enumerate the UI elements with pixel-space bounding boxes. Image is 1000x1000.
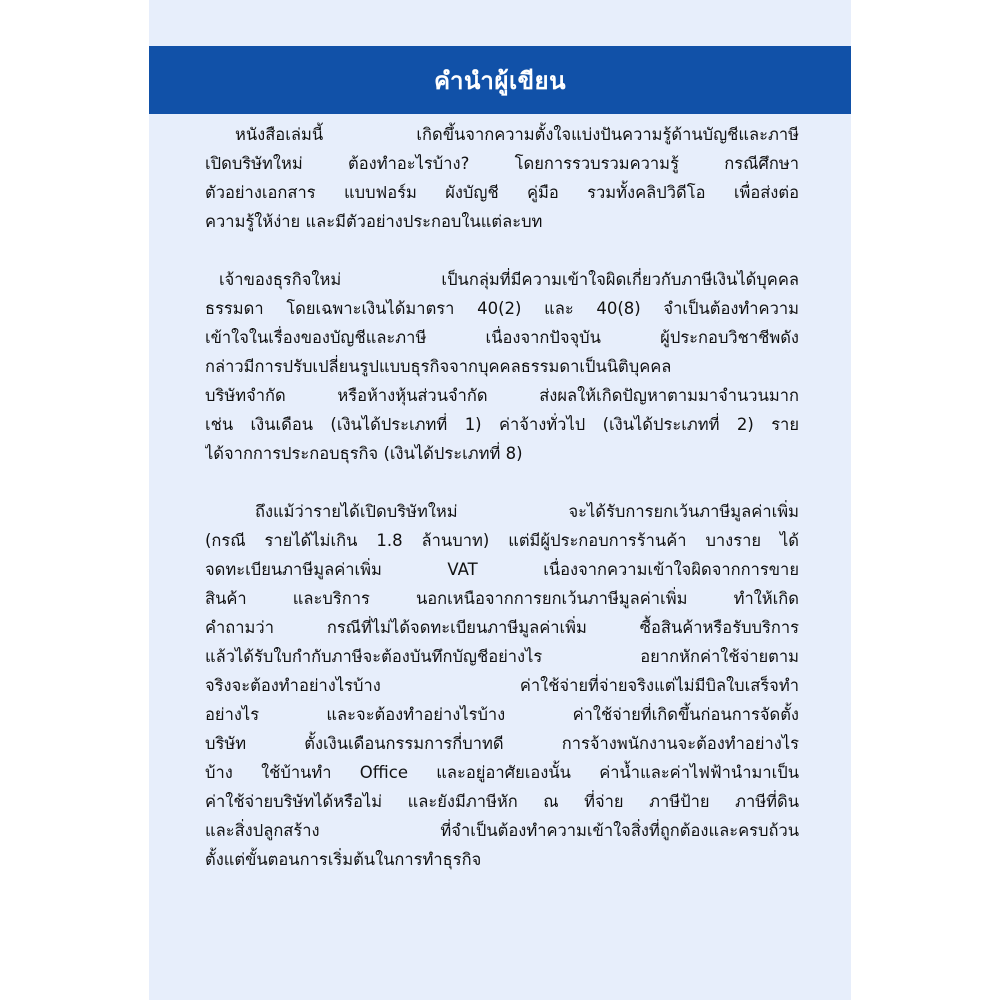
paragraph-line: จริงจะต้องทำอย่างไรบ้าง ค่าใช้จ่ายที่จ่ายจริงแต่ไม่มีบิลใบเสร็จทำ	[205, 676, 799, 695]
paragraph-line: ตั้งแต่ขั้นตอนการเริ่มต้นในการทำธุรกิจ	[205, 850, 482, 869]
paragraph-2	[205, 265, 799, 468]
title-banner	[149, 46, 851, 114]
paragraph-line: สินค้า และบริการ นอกเหนือจากการยกเว้นภาษีมูลค่าเพิ่ม ทำให้เกิด	[205, 589, 799, 608]
paragraph-line: ตัวอย่างเอกสาร แบบฟอร์ม ผังบัญชี คู่มือ รวมทั้งคลิปวิดีโอ เพื่อส่งต่อ	[205, 183, 799, 202]
paragraph-line: กล่าวมีการปรับเปลี่ยนรูปแบบธุรกิจจากบุคคลธรรมดาเป็นนิติบุคคล	[205, 357, 672, 376]
paragraph-line: คำถามว่า กรณีที่ไม่ได้จดทะเบียนภาษีมูลค่าเพิ่ม ซื้อสินค้าหรือรับบริการ	[205, 618, 799, 637]
paragraph-line: ได้จากการประกอบธุรกิจ (เงินได้ประเภทที่ 8)	[205, 444, 523, 463]
paragraph-1	[205, 120, 799, 236]
document-body	[205, 120, 799, 874]
paragraph-spacer	[205, 468, 799, 497]
paragraph-3	[205, 497, 799, 874]
paragraph-spacer	[205, 236, 799, 265]
document-page	[149, 0, 851, 1000]
paragraph-line: และสิ่งปลูกสร้าง ที่จำเป็นต้องทำความเข้าใจสิ่งที่ถูกต้องและครบถ้วน	[205, 821, 799, 840]
paragraph-line: ความรู้ให้ง่าย และมีตัวอย่างประกอบในแต่ละบท	[205, 212, 543, 231]
paragraph-line: ถึงแม้ว่ารายได้เปิดบริษัทใหม่ จะได้รับการยกเว้นภาษีมูลค่าเพิ่ม	[255, 502, 799, 521]
paragraph-line: หนังสือเล่มนี้ เกิดขึ้นจากความตั้งใจแบ่งปันความรู้ด้านบัญชีและภาษี	[235, 125, 799, 144]
paragraph-line: เปิดบริษัทใหม่ ต้องทำอะไรบ้าง? โดยการรวบรวมความรู้ กรณีศึกษา	[205, 154, 799, 173]
paragraph-line: เจ้าของธุรกิจใหม่ เป็นกลุ่มที่มีความเข้าใจผิดเกี่ยวกับภาษีเงินได้บุคคล	[219, 270, 799, 289]
paragraph-line: ค่าใช้จ่ายบริษัทได้หรือไม่ และยังมีภาษีหัก ณ ที่จ่าย ภาษีป้าย ภาษีที่ดิน	[205, 792, 799, 811]
paragraph-line: ธรรมดา โดยเฉพาะเงินได้มาตรา 40(2) และ 40(8) จำเป็นต้องทำความ	[205, 299, 799, 318]
paragraph-line: จดทะเบียนภาษีมูลค่าเพิ่ม VAT เนื่องจากความเข้าใจผิดจากการขาย	[205, 560, 799, 579]
paragraph-line: (กรณี รายได้ไม่เกิน 1.8 ล้านบาท) แต่มีผู้ประกอบการร้านค้า บางราย ได้	[205, 531, 799, 550]
paragraph-line: เข้าใจในเรื่องของบัญชีและภาษี เนื่องจากปัจจุบัน ผู้ประกอบวิชาชีพดัง	[205, 328, 799, 347]
paragraph-line: บริษัท ตั้งเงินเดือนกรรมการกี่บาทดี การจ้างพนักงานจะต้องทำอย่างไร	[205, 734, 799, 753]
paragraph-line: อย่างไร และจะต้องทำอย่างไรบ้าง ค่าใช้จ่ายที่เกิดขึ้นก่อนการจัดตั้ง	[205, 705, 799, 724]
paragraph-line: แล้วได้รับใบกำกับภาษีจะต้องบันทึกบัญชีอย่างไร อยากหักค่าใช้จ่ายตาม	[205, 647, 799, 666]
paragraph-line: บ้าง ใช้บ้านทำ Office และอยู่อาศัยเองนั้น ค่าน้ำและค่าไฟฟ้านำมาเป็น	[205, 763, 799, 782]
page-title: คำนำผู้เขียน	[433, 66, 567, 95]
paragraph-line: บริษัทจำกัด หรือห้างหุ้นส่วนจำกัด ส่งผลให้เกิดปัญหาตามมาจำนวนมาก	[205, 386, 799, 405]
paragraph-line: เช่น เงินเดือน (เงินได้ประเภทที่ 1) ค่าจ้างทั่วไป (เงินได้ประเภทที่ 2) ราย	[205, 415, 799, 434]
